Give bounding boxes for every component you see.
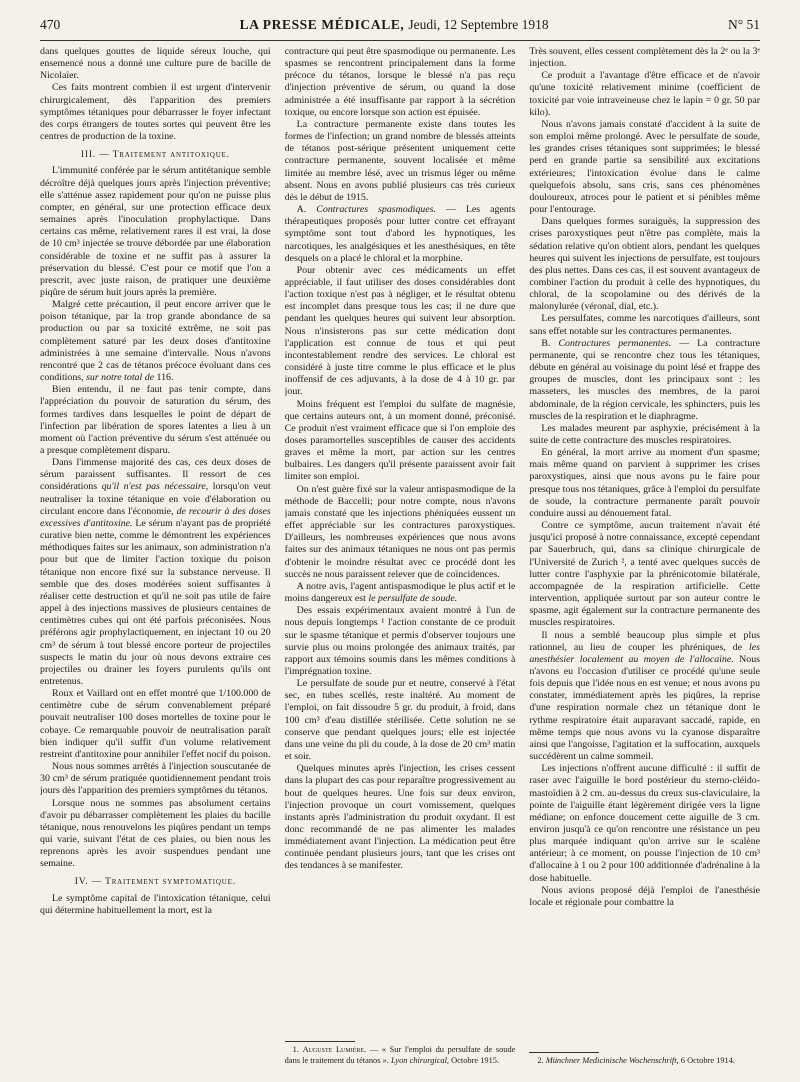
- paragraph: [40, 457, 271, 688]
- column-2: [285, 46, 516, 1066]
- paragraph: Les persulfates, comme les narcotiques d'ailleurs, sont sans effet notable sur les contractures permanentes.: [529, 313, 761, 337]
- paragraph: Quelques minutes après l'injection, les crises cessent dans la plupart des cas pour reparaître progressivement au bout de quelques heures. Une fois sur deux environ, l'injection provoque un court vomissement, quelques instants après l'administration du produit oxydant. Il est donc recommandé de ne pas alimenter les malades immédiatement avant l'injection. La médication peut être continuée pendant plusieurs jours, tant que les crises ont des tendances à se manifester.: [284, 763, 516, 872]
- footnote-author: Auguste Lumière.: [302, 1045, 367, 1055]
- footnote-rule: [285, 1041, 355, 1042]
- paragraph: [529, 630, 760, 764]
- paragraph: Des essais expérimentaux avaient montré à l'un de nous depuis longtemps ¹ l'action constante de ce produit sur le spasme tétanique et permis d'observer toujours une survie plus ou moins prolongée des animaux traités, par rapport aux témoins soumis dans les mêmes conditions à l'imprégnation toxine.: [284, 605, 516, 677]
- column-body: [285, 46, 516, 873]
- italic-run: Lyon chirurgical,: [390, 1055, 450, 1065]
- column-3: [529, 46, 760, 1066]
- paragraph: [285, 581, 516, 605]
- text-columns: [40, 46, 760, 1066]
- italic-run: les anesthésier localement au moyen de l'allocaïne.: [529, 641, 761, 665]
- paragraph: Très souvent, elles cessent complètement dès la 2ᵉ ou la 3ᵉ injection.: [529, 46, 761, 70]
- text-run: Dans l'immense majorité des cas, ces deux doses de sérum paraissent suffisantes. Il ressort de ces considérations: [40, 457, 271, 493]
- issue-date: Jeudi, 12 Septembre 1918: [408, 17, 549, 32]
- paragraph: Dans quelques formes suraiguës, la suppression des crises paroxystiques peut n'être pas complète, mais la sédation relative qu'on obtient alors, pendant les quelques heures qui suivent les injections de persulfate, est toujours des plus nettes. Dans ces cas, il est souvent avantageux de combiner l'action du produit à celle des hypnotiques, du chloral, de la scopolamine ou des dérivés de la malonylurée (véronal, dial, etc.).: [529, 216, 761, 313]
- footnote-number: 1.: [292, 1045, 299, 1055]
- paragraph: On n'est guère fixé sur la valeur antispasmodique de la méthode de Baccelli; pour notre compte, nous n'avons jamais constaté que les injections phéniquées eussent un effet appréciable sur les contractures paroxystiques. D'ailleurs, les nombreuses expériences que nous avons faites sur des animaux tétaniques ne nous ont pas permis d'obtenir le moindre résultat avec ce procédé dont les succès ne nous paraissent relever que de coïncidences.: [284, 483, 516, 580]
- paragraph: Roux et Vaillard ont en effet montré que 1/100.000 de centimètre cube de sérum convenablement préparé pouvait neutraliser 100 doses mortelles de toxine pour le cobaye. Ce remarquable pouvoir de neutralisation paraît bien indiquer qu'il suffit d'un volume relativement restreint d'antitoxine pour annihiler l'effet nocif du poison.: [40, 688, 271, 760]
- paragraph: Lorsque nous ne sommes pas absolument certains d'avoir pu débarrasser complètement les plaies du bacille tétanique, nous renouvelons les piqûres pendant un temps qui varie, suivant l'état de ces plaies, ou bien nous les reprenons après les avoir suspendues pendant une semaine.: [40, 797, 271, 870]
- paragraph: Les injections n'offrent aucune difficulté : il suffit de raser avec l'aiguille le bord postérieur du sterno-cléido-mastoïdien à 2 cm. au-dessus du creux sus-claviculaire, la pointe de l'aiguille étant légèrement dirigée vers la ligne médiane; on enfonce doucement cette aiguille de 3 cm. environ jusqu'à ce qu'on rencontre une résistance un peu plus marquée indiquant qu'on arrive sur le scalène antérieur; à ce moment, on pousse l'injection de 10 cm³ d'allocaïne à 1 ou 2 pour 100 additionnée d'adrénaline à la dose habituelle.: [529, 763, 761, 884]
- italic-run: le persulfate de soude.: [368, 593, 458, 605]
- footnote-2: [529, 1052, 760, 1066]
- text-run: — « Sur l'emploi du persulfate de soude dans le traitement du tétanos ».: [284, 1045, 516, 1065]
- text-run: 6 Octobre 1914.: [680, 1055, 735, 1065]
- paragraph: contracture qui peut être spasmodique ou permanente. Les spasmes se rencontrent principalement dans la forme précoce du tétanos, lorsque le blessé n'a pas reçu d'injection préventive de sérum, ou quand la dose administrée a été insuffisante par rapport à la sécrétion toxique, ou encore lorsque son action est épuisée.: [284, 46, 516, 118]
- paragraph: La contracture permanente existe dans toutes les formes de l'infection; un grand nombre de blessés atteints de tétanos post-sérique présentent uniquement cette contracture permanente, souvent localisée et même limitée au membre lésé, avec un trismus léger ou même absent. Nous en avons publié plusieurs cas très curieux dès le début de 1915.: [284, 118, 516, 203]
- paragraph: [285, 204, 516, 265]
- text-run: lorsqu'on veut neutraliser la toxine tétanique en voie d'élaboration ou circulant encore dans l'économie,: [40, 481, 271, 517]
- page-header: [40, 14, 760, 36]
- paragraph: Contre ce symptôme, aucun traitement n'avait été jusqu'ici proposé à notre connaissance, excepté cependant par Sauerbruch, qui, dans sa clinique chirurgicale de l'Université de Zurich ², a tenté avec quelques succès de lutter contre l'asphyxie par la phrénicotomie bilatérale, accompagnée de la respiration artificielle. Cette intervention, appliquée surtout par son auteur contre le spasme, agit également sur la contracture permanente des muscles respiratoires.: [529, 520, 761, 629]
- footnote-1: [285, 1041, 516, 1066]
- text-run: Nous n'avons eu l'occasion d'utiliser ce procédé qu'une seule fois depuis que l'idée nous en est venue; et nous avons pu constater, immédiatement après les piqûres, la reprise d'une respiration normale chez un tétanique dont le rythme respiratoire était auparavant saccadé, rapide, en même temps que nous avons vu la cyanose disparaître ainsi que l'angoisse, l'agitation et la suffocation, auxquels succédèrent un calme sommeil.: [529, 653, 761, 763]
- header-rule: [40, 40, 760, 41]
- footnote-rule: [529, 1052, 599, 1053]
- footnote-text: [285, 1045, 516, 1066]
- text-run: — Les agents thérapeutiques proposés pour lutter contre cet effrayant symptôme sont tout d'abord les hypnotiques, les narcotiques, les analgésiques et les anesthésiques, en tête desquels on a placé le chloral et la morphine.: [284, 204, 516, 264]
- paragraph: Le persulfate de soude pur et neutre, conservé à l'état sec, en tubes scellés, reste inaltéré. Au moment de l'emploi, on fait dissoudre 5 gr. du produit, à froid, dans 100 cm³ d'eau distillée stérilisée. Cette solution ne se conserve que pendant quelques jours; elle est injectée dans une veine du pli du coude, à la dose de 20 cm³ matin et soir.: [284, 678, 516, 763]
- text-run: Le sérum n'ayant pas de propriété curative bien nette, comme le démontrent les expériences méthodiques faites sur les animaux, son administration n'a pour but que de limiter l'action toxique du poison tétanique non encore fixé sur la substance nerveuse. Il semble que des doses modérées soient suffisantes à réaliser cette destruction et qu'il ne soit pas utile de faire appel à des injections massives de plusieurs centaines de centimètres cubes qui ont été parfois préconisées. Nous préférons agir prophylactiquement, en injectant 10 ou 20 cm³ de sérum à tout blessé encore porteur de projectiles suspects le matin du jour où nous devons extraire ces projectiles ou drainer les foyers purulents qu'ils ont entretenus.: [40, 517, 271, 687]
- italic-run: de recourir à des doses excessives d'antitoxine.: [40, 505, 271, 529]
- italic-run: sur notre total de: [86, 372, 155, 384]
- text-run: — La contracture permanente, qui se rencontre chez tous les tétaniques, débute en général au voisinage du point lésé et frappe des groupes de muscles, dont les principaux sont : les masseters, les muscles des membres, de la paroi abdominale, de la région cervicale, les sphincters, puis les muscles de la respiration et le diaphragme.: [529, 337, 761, 422]
- section-title-antitoxic: III. — Traitement antitoxique.: [80, 149, 230, 161]
- text-run: A notre avis, l'agent antispasmodique le plus actif et le moins dangereux est: [284, 580, 516, 605]
- page-number: 470: [40, 17, 61, 32]
- paragraph: Moins fréquent est l'emploi du sulfate de magnésie, que certains auteurs ont, à un moment donné, préconisé. Ce produit n'est vraiment efficace que si l'on emploie des doses paramortelles susceptibles de causer des accidents graves et même la mort, par action sur les centres bulbaires. Les dangers qu'il présente paraissent avoir fait limiter son emploi.: [284, 398, 516, 483]
- issue-number: N° 51: [727, 17, 760, 32]
- italic-run: qu'il n'est pas nécessaire,: [101, 481, 209, 493]
- italic-run: Contractures spasmodiques.: [316, 204, 436, 216]
- footnote-number: 2.: [537, 1055, 544, 1065]
- paragraph: Pour obtenir avec ces médicaments un effet appréciable, il faut utiliser des doses considérables dont l'action toxique n'est pas à négliger, et le résultat obtenu est incomplet dans presque tous les cas; il ne dure que pendant les quelques heures qui suivent leur absorption. Nous n'insisterons pas sur cette médication dont l'application est connue de tous et qui peut incontestablement rendre des services. Le chloral est considéré à juste titre comme le plus efficace et le plus inoffensif de ces adjuvants, à la dose de 4 à 10 gr. par jour.: [284, 264, 516, 398]
- journal-title-line: [240, 17, 549, 33]
- paragraph: En général, la mort arrive au moment d'un spasme; mais même quand on parvient à supprimer les crises paroxystiques, ainsi que nous avons pu le faire pour presque tous nos tétaniques, grâce à l'emploi du persulfate de soude, la contracture permanente paraît pouvoir conduire aussi au dénouement fatal.: [529, 447, 761, 519]
- footnote-text: [529, 1056, 760, 1066]
- paragraph: Nous n'avons jamais constaté d'accident à la suite de son emploi même prolongé. Avec le persulfate de soude, les grandes crises tétaniques sont supprimées; le blessé perd en grande partie sa sensibilité aux excitations extérieures; l'intoxication évolue dans le calme quelquefois absolu, sans cris, sans ces phénomènes douloureux, atroces pour le patient et si pénibles même pour l'entourage.: [529, 118, 761, 216]
- italic-run: Contractures permanentes.: [558, 337, 672, 349]
- paragraph: Le symptôme capital de l'intoxication tétanique, celui qui détermine habituellement la mort, est la: [40, 892, 271, 916]
- column-1: [40, 46, 271, 1066]
- text-run: B.: [541, 337, 551, 349]
- paragraph: Nous avions proposé déjà l'emploi de l'anesthésie locale et régionale pour combattre la: [529, 884, 761, 908]
- text-run: A.: [296, 204, 307, 216]
- paragraph: Les malades meurent par asphyxie, précisément à la suite de cette contracture des muscles respiratoires.: [529, 422, 761, 446]
- text-run: Octobre 1915.: [451, 1055, 500, 1065]
- paragraph: Ce produit a l'avantage d'être efficace et de n'avoir qu'une toxicité relativement minime (coefficient de toxicité par voie intraveineuse chez le lapin = 0 gr. 50 par kilo).: [529, 70, 761, 118]
- italic-run: Münchner Medicinische Wochenschrift,: [545, 1055, 679, 1065]
- text-run: Il nous a semblé beaucoup plus simple et plus rationnel, au lieu de couper les phréniques, de: [529, 629, 761, 653]
- paragraph: Bien entendu, il ne faut pas tenir compte, dans l'appréciation du pouvoir de saturation du sérum, des formes tardives dans lesquelles le point de départ de l'infection par libération de spores latentes a lieu à un moment où l'action préventive du sérum s'est atténuée ou a presque complètement disparu.: [40, 384, 271, 456]
- paragraph: Ces faits montrent combien il est urgent d'intervenir chirurgicalement, dès l'apparition des premiers symptômes tétaniques pour débarrasser le foyer infectant des corps étrangers de toutes sortes qui peuvent être les centres de production de la toxine.: [40, 82, 271, 143]
- paragraph: [529, 338, 760, 423]
- column-body: [529, 46, 760, 909]
- section-title-symptomatic: IV. — Traitement symptomatique.: [74, 876, 236, 888]
- paragraph: Nous nous sommes arrêtés à l'injection souscutanée de 30 cm³ de sérum pratiquée quotidiennement pendant trois jours dès l'apparition des premiers symptômes du tétanos.: [40, 761, 271, 797]
- paragraph: dans quelques gouttes de liquide séreux louche, qui ensemencé nous a donné une culture pure de bacille de Nicolaïer.: [40, 46, 271, 82]
- paragraph: [40, 299, 271, 384]
- journal-title: LA PRESSE MÉDICALE,: [239, 17, 405, 32]
- text-run: 116.: [156, 372, 174, 384]
- paragraph: L'immunité conférée par le sérum antitétanique semble décroître déjà quelques jours après l'injection préventive; elle s'atténue assez rapidement pour qu'on ne puisse plus compter, en général, sur une protection efficace deux semaines après l'inoculation prophylactique. Dans certains cas même, relativement rares il est vrai, la dose de 10 cm³ injectée se trouve débordée par une élaboration considérable de toxine et ne suffit pas à assurer la préservation du blessé. C'est pour ce motif que l'on a prescrit, avec juste raison, de pratiquer une deuxième piqûre de sérum huit jours après la première.: [40, 165, 271, 298]
- text-run: Malgré cette précaution, il peut encore arriver que le poison tétanique, par la trop grande abondance de sa production ou par sa toxicité extrême, ne soit pas complètement saturé par les deux doses d'antitoxine administrées à une semaine d'intervalle. Nous n'avons rencontré que 2 cas de tétanos précoce évoluant dans ces conditions,: [40, 299, 271, 384]
